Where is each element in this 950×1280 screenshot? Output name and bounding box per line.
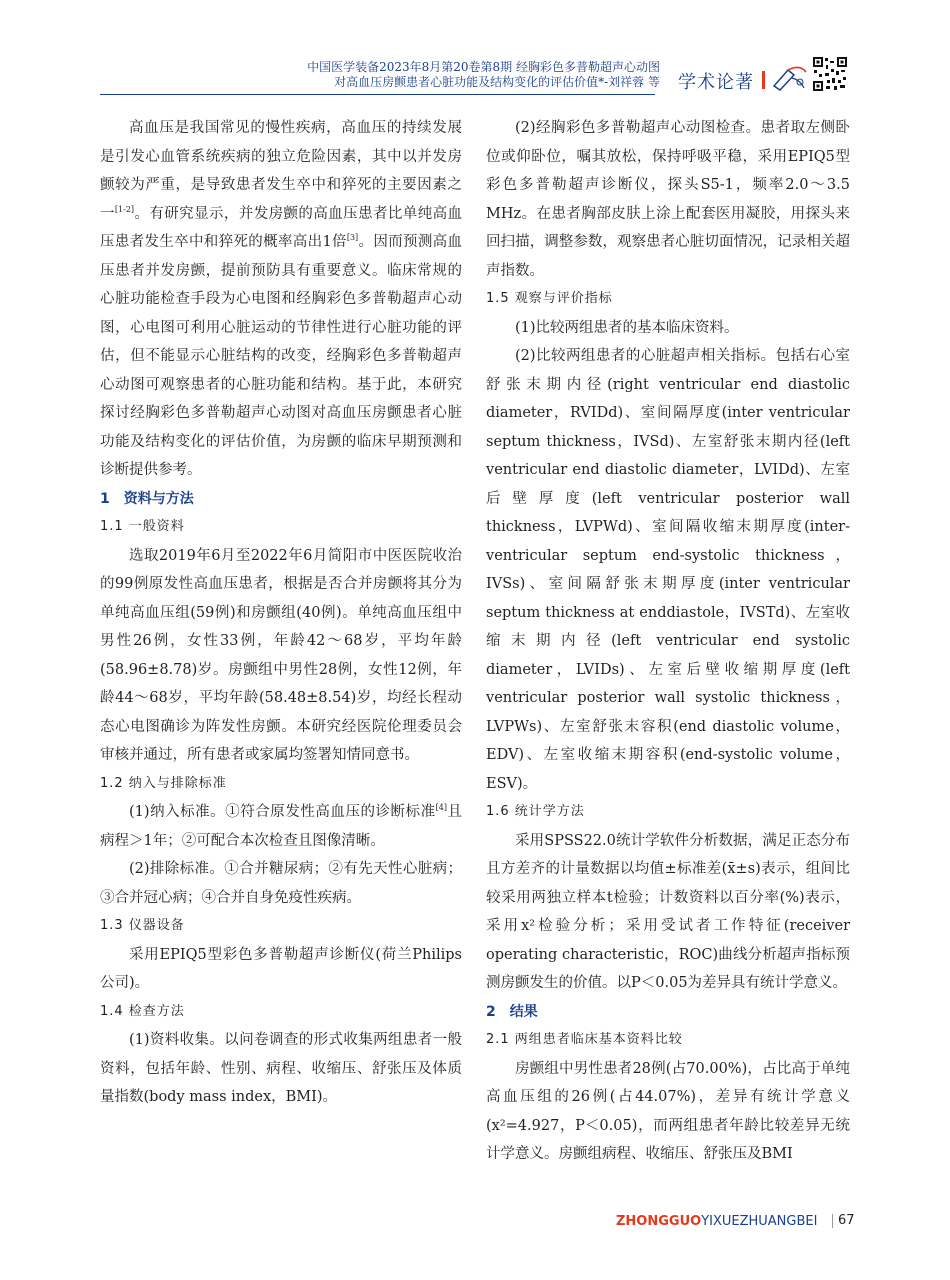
right-column bbox=[486, 114, 850, 1169]
paragraph: (1)资料收集。以问卷调查的形式收集两组患者一般资料，包括年龄、性别、病程、收缩压、舒张压及体质量指数(body mass index，BMI)。 bbox=[100, 1032, 462, 1105]
header-rule bbox=[100, 94, 655, 95]
ultrasound-probe-icon bbox=[770, 62, 810, 92]
citation: [1-2] bbox=[114, 204, 135, 214]
section-label: 学术论著 bbox=[678, 72, 754, 93]
paragraph: 采用EPIQ5型彩色多普勒超声诊断仪(荷兰Philips公司)。 bbox=[100, 946, 462, 991]
section-heading: 2 结果 bbox=[486, 1003, 538, 1020]
paragraph: (2)比较两组患者的心脏超声相关指标。包括右心室舒张末期内径(right ventricular end diastolic diameter，RVIDd)、室间隔厚度(inter ventricular septum thickness，IVSd)、左室舒张末期内径(left ventricular end diastolic diameter，LVIDd)、左室后壁厚度(left ventricular posterior wall thickness，LVPWd)、室间隔收缩末期厚度(inter-ventricular septum end-systolic thickness，IVSs)、室间隔舒张末期厚度(inter ventricular septum thickness at enddiastole，IVSTd)、左室收缩末期内径(left ventricular end systolic diameter，LVIDs)、左室后壁收缩期厚度(left ventricular posterior wall systolic thickness，LVPWs)、左室舒张末容积(end diastolic volume，EDV)、左室收缩末期容积(end-systolic volume，ESV)。 bbox=[486, 348, 850, 792]
header-journal-line: 中国医学装备2023年8月第20卷第8期 经胸彩色多普勒超声心动图 bbox=[307, 60, 660, 74]
paragraph: (2)经胸彩色多普勒超声心动图检查。患者取左侧卧位或仰卧位，嘱其放松，保持呼吸平稳，采用EPIQ5型彩色多普勒超声诊断仪，探头S5-1，频率2.0～3.5 MHz。在患者胸部皮肤上涂上配套医用凝胶，用探头来回扫描，调整参数，观察患者心脏切面情况，记录相关超声指数。 bbox=[486, 120, 850, 279]
intro-paragraph: 高血压是我国常见的慢性疾病，高血压的持续发展是引发心血管系统疾病的独立危险因素，其中以并发房颤较为严重，是导致患者发生卒中和猝死的主要因素之一[1-2]。有研究显示，并发房颤的高血压患者比单纯高血压患者发生卒中和猝死的概率高出1倍[3]。因而预测高血压患者并发房颤，提前预防具有重要意义。临床常规的心脏功能检查手段为心电图和经胸彩色多普勒超声心动图，心电图可利用心脏运动的节律性进行心脏功能的评估，但不能显示心脏结构的改变，经胸彩色多普勒超声心动图可观察患者的心脏功能和结构。基于此，本研究探讨经胸彩色多普勒超声心动图对高血压房颤患者心脏功能及结构变化的评估价值，为房颤的临床早期预测和诊断提供参考。 bbox=[100, 120, 463, 478]
running-header bbox=[100, 60, 660, 90]
paragraph: 采用SPSS22.0统计学软件分析数据，满足正态分布且方差齐的计量数据以均值±标准差(x̄±s)表示，组间比较采用两独立样本t检验；计数资料以百分率(%)表示，采用x²检验分析；采用受试者工作特征(receiver operating characteristic，ROC)曲线分析超声指标预测房颤发生的价值。以P＜0.05为差异具有统计学意义。 bbox=[486, 832, 850, 991]
paragraph: (2)排除标准。①合并糖尿病；②有先天性心脏病；③合并冠心病；④合并自身免疫性疾病。 bbox=[100, 861, 462, 906]
paragraph: 选取2019年6月至2022年6月简阳市中医医院收治的99例原发性高血压患者，根据是否合并房颤将其分为单纯高血压组(59例)和房颤组(40例)。单纯高血压组中男性26例，女性33例，年龄42～68岁，平均年龄(58.96±8.78)岁。房颤组中男性28例，女性12例，年龄44～68岁，平均年龄(58.48±8.54)岁，均经长程动态心电图确诊为阵发性房颤。本研究经医院伦理委员会审核并通过，所有患者或家属均签署知情同意书。 bbox=[100, 547, 462, 763]
subsection-heading: 1.2 纳入与排除标准 bbox=[100, 775, 227, 791]
section-divider-bar bbox=[762, 71, 765, 89]
qr-code-icon bbox=[812, 56, 848, 92]
subsection-heading: 2.1 两组患者临床基本资料比较 bbox=[486, 1032, 683, 1047]
section-heading: 1 资料与方法 bbox=[100, 490, 194, 507]
page-number: 67 bbox=[838, 1213, 855, 1228]
paragraph: (1)比较两组患者的基本临床资料。 bbox=[515, 319, 739, 336]
header-title-line: 对高血压房颤患者心脏功能及结构变化的评估价值*-刘祥蓉 等 bbox=[334, 75, 660, 89]
subsection-heading: 1.6 统计学方法 bbox=[486, 804, 585, 819]
paragraph: (1)纳入标准。①符合原发性高血压的诊断标准[4]且病程＞1年；②可配合本次检查且图像清晰。 bbox=[100, 803, 462, 849]
subsection-heading: 1.1 一般资料 bbox=[100, 519, 185, 534]
left-column bbox=[100, 114, 462, 1112]
paragraph: 房颤组中男性患者28例(占70.00%)，占比高于单纯高血压组的26例(占44.07%)，差异有统计学意义(x²=4.927，P＜0.05)，而两组患者年龄比较差异无统计学意义。房颤组病程、收缩压、舒张压及BMI bbox=[486, 1060, 850, 1162]
footer-divider bbox=[832, 1214, 833, 1228]
subsection-heading: 1.4 检查方法 bbox=[100, 1003, 185, 1019]
citation: [3] bbox=[346, 233, 359, 243]
journal-footer-brand: ZHONGGUOYIXUEZHUANGBEI bbox=[616, 1214, 818, 1229]
citation: [4] bbox=[435, 803, 447, 813]
subsection-heading: 1.5 观察与评价指标 bbox=[486, 291, 613, 306]
subsection-heading: 1.3 仪器设备 bbox=[100, 918, 185, 933]
